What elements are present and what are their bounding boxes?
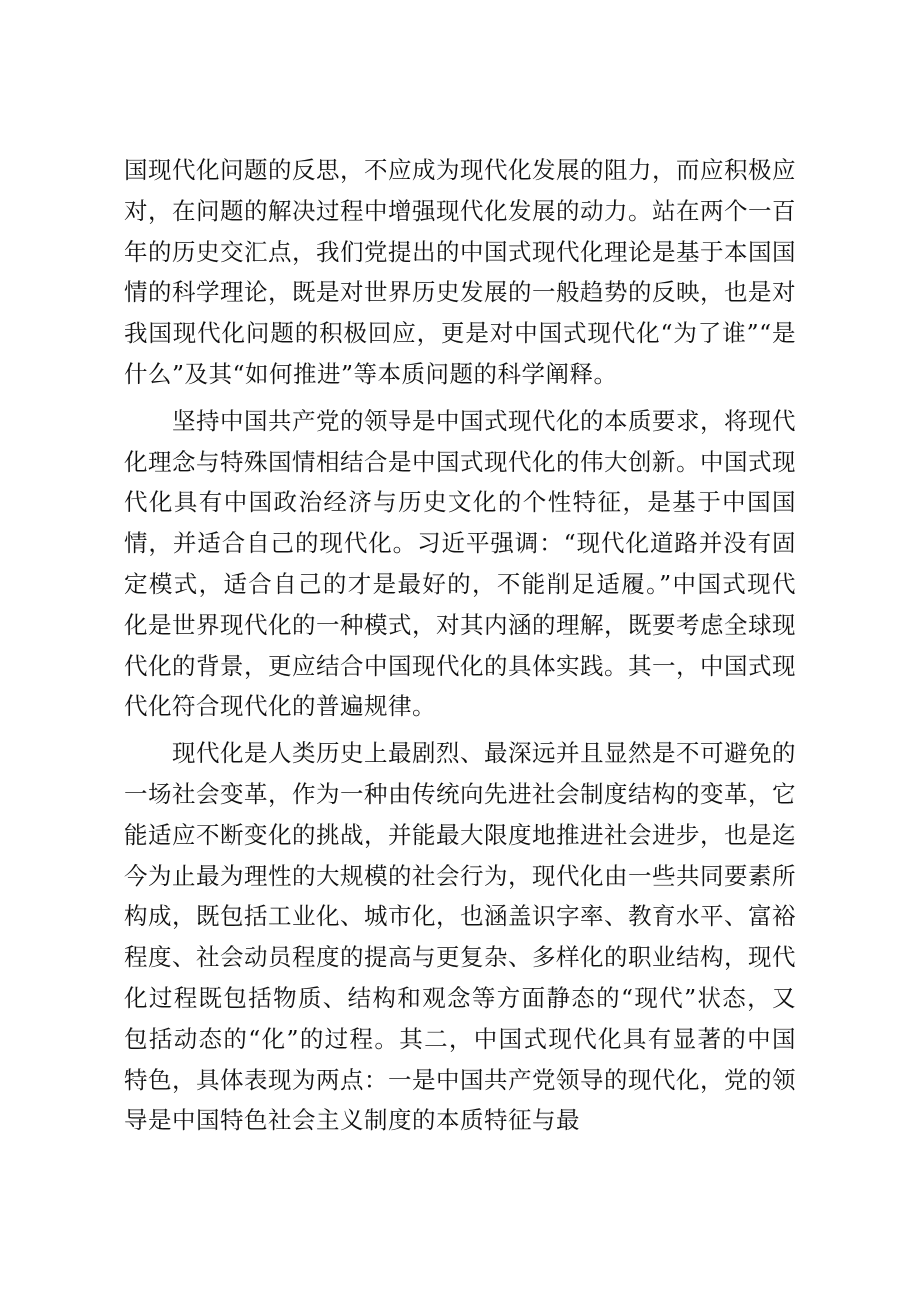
paragraph-2: 坚持中国共产党的领导是中国式现代化的本质要求，将现代化理念与特殊国情相结合是中国式现代化的伟大创新。中国式现代化具有中国政治经济与历史文化的个性特征，是基于中国国情，并适合自己的现代化。习近平强调：“现代化道路并没有固定模式，适合自己的才是最好的，不能削足适履。”中国式现代化是世界现代化的一种模式，对其内涵的理解，既要考虑全球现代化的背景，更应结合中国现代化的具体实践。其一，中国式现代化符合现代化的普遍规律。 — [124, 406, 796, 721]
document-body — [124, 150, 796, 1141]
paragraph-1: 国现代化问题的反思，不应成为现代化发展的阻力，而应积极应对，在问题的解决过程中增强现代化发展的动力。站在两个一百年的历史交汇点，我们党提出的中国式现代化理论是基于本国国情的科学理论，既是对世界历史发展的一般趋势的反映，也是对我国现代化问题的积极回应，更是对中国式现代化“为了谁”“是什么”及其“如何推进”等本质问题的科学阐释。 — [124, 156, 796, 388]
paragraph-3: 现代化是人类历史上最剧烈、最深远并且显然是不可避免的一场社会变革，作为一种由传统向先进社会制度结构的变革，它能适应不断变化的挑战，并能最大限度地推进社会进步，也是迄今为止最为理性的大规模的社会行为，现代化由一些共同要素所构成，既包括工业化、城市化，也涵盖识字率、教育水平、富裕程度、社会动员程度的提高与更复杂、多样化的职业结构，现代化过程既包括物质、结构和观念等方面静态的“现代”状态，又包括动态的“化”的过程。其二，中国式现代化具有显著的中国特色，具体表现为两点：一是中国共产党领导的现代化，党的领导是中国特色社会主义制度的本质特征与最 — [124, 739, 796, 1135]
